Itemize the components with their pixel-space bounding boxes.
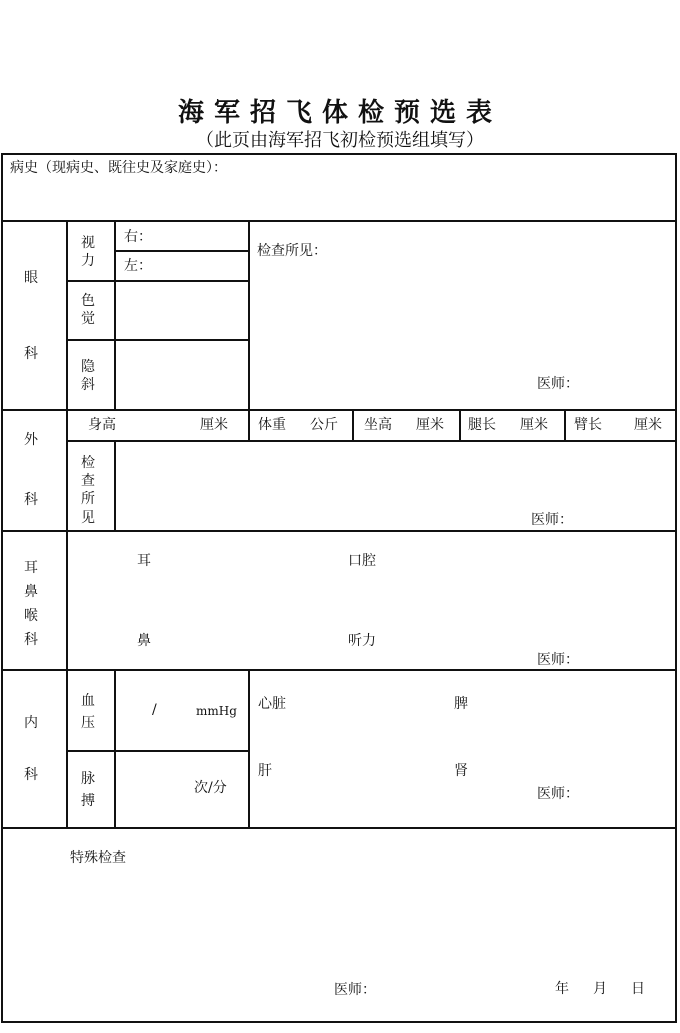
eye-sub-label-line [114,220,116,409]
internal-section-label-2: 科 [24,767,38,783]
surgery-sitting-line [352,409,354,440]
eye-findings-label: 检查所见： [257,243,327,259]
internal-doctor-label: 医师： [537,786,579,802]
surgery-section-label-2: 科 [24,492,38,508]
divider-ent [1,669,677,671]
spleen-label: 脾 [454,696,468,712]
color-vision-label: 色觉 [81,293,95,328]
eye-vision-split [114,250,248,252]
internal-organs-line [248,669,250,827]
arm-length-unit: 厘米 [634,417,662,433]
form-table [1,153,677,1023]
section-column-line [66,220,68,827]
ent-doctor-label: 医师： [537,652,579,668]
heart-label: 心脏 [258,696,286,712]
leg-length-unit: 厘米 [520,417,548,433]
sitting-height-unit: 厘米 [416,417,444,433]
surgery-findings-label: 检查所见 [81,455,95,526]
pulse-label: 脉搏 [81,771,95,809]
arm-length-label: 臂长 [574,417,602,433]
strabismus-label: 隐斜 [81,359,95,394]
blood-pressure-separator: / [152,702,157,718]
surgery-arm-line [564,409,566,440]
internal-section-label-1: 内 [24,715,38,731]
eye-color-bottom [66,339,248,341]
surgery-weight-line [248,409,250,440]
vision-label: 视力 [81,235,95,270]
divider-internal [1,827,677,829]
ear-label: 耳 [137,553,151,569]
day-label: 日 [631,981,645,997]
divider-history [1,220,677,222]
month-label: 月 [593,981,607,997]
leg-length-label: 腿长 [468,417,496,433]
nose-label: 鼻 [137,633,151,649]
internal-bp-bottom [66,750,248,752]
mouth-label: 口腔 [348,553,376,569]
liver-label: 肝 [258,763,272,779]
eye-section-label-2: 科 [24,346,38,362]
surgery-findings-line [114,440,116,530]
divider-eye [1,409,677,411]
right-eye-label: 右： [124,229,152,245]
form-subtitle: （此页由海军招飞初检预选组填写） [196,130,484,151]
kidney-label: 肾 [454,763,468,779]
eye-doctor-label: 医师： [537,376,579,392]
pulse-unit: 次/分 [194,780,227,796]
eye-findings-line [248,220,250,409]
eye-section-label-1: 眼 [24,270,38,286]
special-doctor-label: 医师： [334,982,376,998]
surgery-section-label-1: 外 [24,432,38,448]
blood-pressure-label: 血压 [81,693,95,731]
left-eye-label: 左： [124,258,152,274]
surgery-measure-bottom [66,440,677,442]
sitting-height-label: 坐高 [364,417,392,433]
special-exam-label: 特殊检查 [70,850,126,866]
weight-label: 体重 [258,417,286,433]
surgery-leg-line [459,409,461,440]
history-label: 病史（现病史、既往史及家庭史）： [10,160,227,176]
eye-vision-bottom [66,280,248,282]
ent-section-label: 耳鼻喉科 [24,560,38,648]
internal-sub-label-line [114,669,116,827]
height-unit: 厘米 [200,417,228,433]
form-title: 海军招飞体检预选表 [177,98,502,128]
year-label: 年 [555,981,569,997]
surgery-doctor-label: 医师： [531,512,573,528]
divider-surgery [1,530,677,532]
hearing-label: 听力 [348,633,376,649]
weight-unit: 公斤 [310,417,338,433]
blood-pressure-unit: mmHg [196,704,237,718]
height-label: 身高 [88,417,116,433]
